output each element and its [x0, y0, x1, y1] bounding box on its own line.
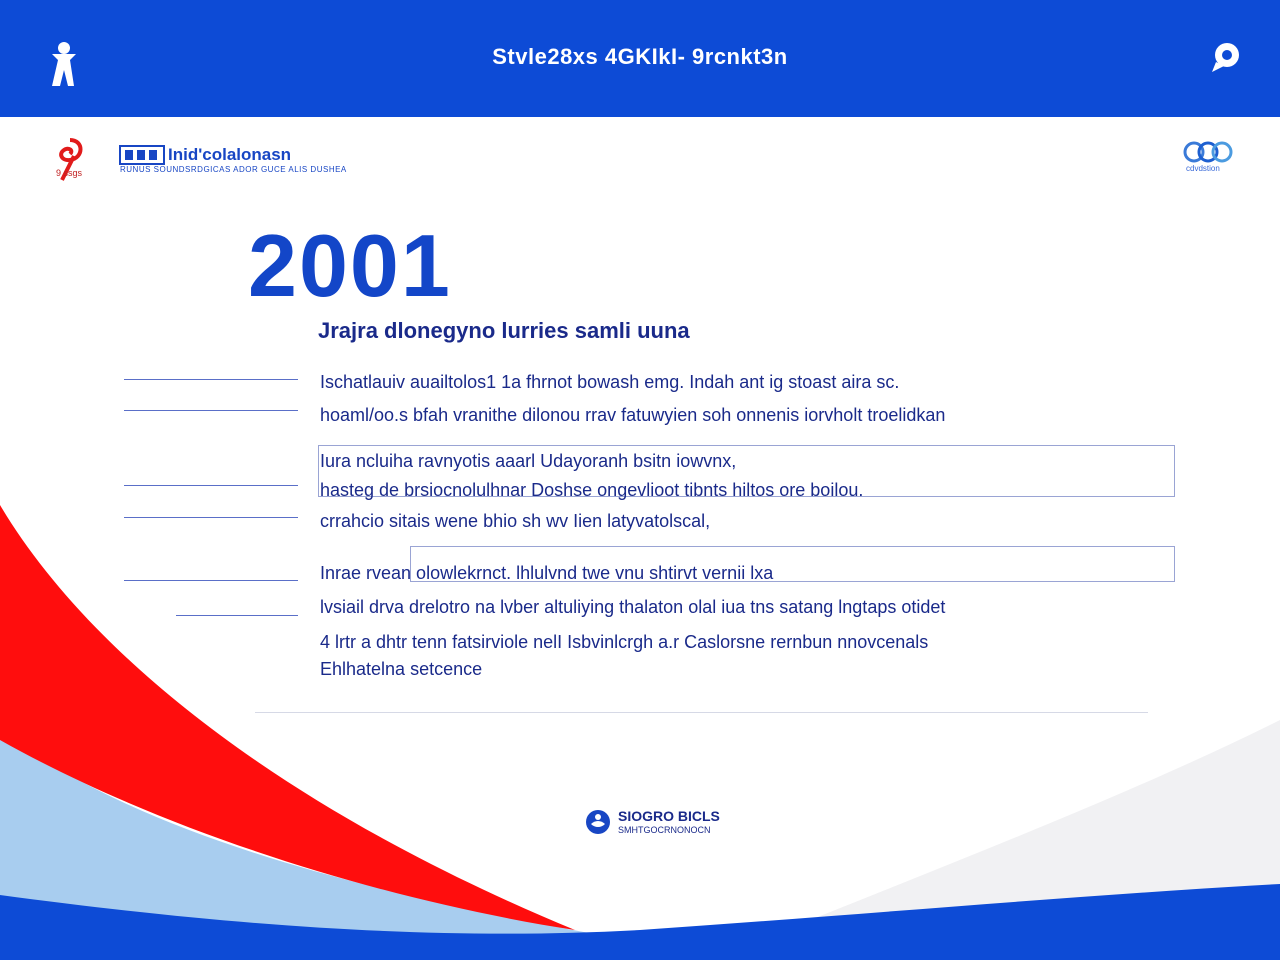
top-bar: [0, 0, 1280, 117]
globe-hand-icon: [585, 808, 611, 836]
right-logo-caption: cdvdstion: [1186, 164, 1220, 173]
body-line: Inrae rvean olowlekrnct. lhlulvnd twe vnu shtirvt vernii lxa: [320, 563, 774, 583]
left-rule: [124, 580, 298, 581]
headline: Jrajra dlonegyno lurries samli uuna: [318, 318, 690, 343]
body-line: hoaml/oo.s bfah vranithe dilonou rrav fatuwyien soh onnenis iorvholt troelidkan: [320, 405, 946, 425]
footer-logo-subtitle: SMHTGOCRNONOCN: [618, 825, 711, 835]
left-rule: [124, 379, 298, 380]
body-line: crrahcio sitais wene bhio sh wv Iien latyvatolscal,: [320, 511, 711, 531]
rings-logo-icon: [1180, 140, 1236, 164]
body-line: lvsiail drva drelotro na lvber altuliying thalaton olal iua tns satang lngtaps otidet: [320, 597, 946, 617]
left-rule: [176, 615, 298, 616]
organization-name: Inid'colalonasn: [168, 145, 292, 164]
body-line: Ischatlauiv auailtolos1 1a fhrnot bowash emg. Indah ant ig stoast aira sc.: [320, 372, 900, 392]
section-divider: [255, 712, 1148, 713]
app-title: Stvle28xs 4GKIkI- 9rcnkt3n: [492, 44, 788, 69]
organization-subtitle: RUNUS SOUNDSRDGICAS ADOR GUCE ALIS DUSHEA: [120, 165, 347, 174]
left-rule: [124, 517, 298, 518]
footer-logo-name: SIOGRO BICLS: [618, 808, 720, 824]
body-line: 4 lrtr a dhtr tenn fatsirviole nelI Isbvinlcrgh a.r Caslorsne rernbun nnovcenals: [320, 632, 929, 652]
body-line: Ehlhatelna setcence: [320, 659, 483, 679]
org-logo-icon: [119, 145, 165, 165]
left-rule: [124, 410, 298, 411]
body-line: Iura ncluiha ravnyotis aaarl Udayoranh bsitn iowvnx,: [320, 451, 737, 471]
left-rule: [124, 485, 298, 486]
body-line: hasteg de brsiocnolulhnar Doshse ongevlioot tibnts hiltos ore boilou.: [320, 480, 864, 500]
left-logo-caption: 9 ssgs: [56, 168, 83, 178]
chat-bubble-icon[interactable]: [1208, 38, 1246, 76]
year-heading: 2001: [248, 216, 452, 315]
